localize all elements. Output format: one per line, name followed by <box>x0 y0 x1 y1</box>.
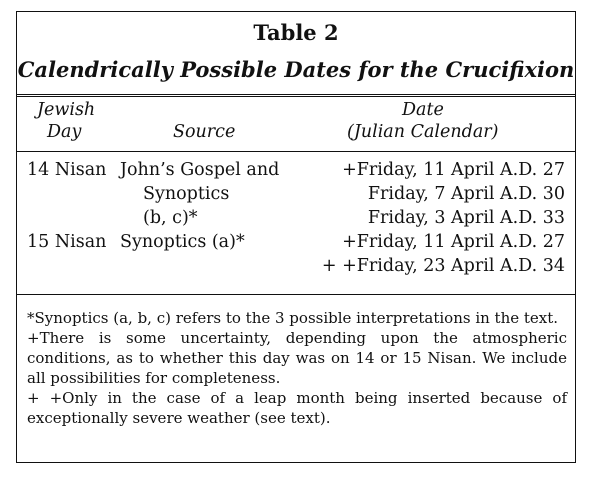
row-4-date: +Friday, 11 April A.D. 27 <box>342 232 565 252</box>
row-3-date: Friday, 3 April A.D. 33 <box>367 208 565 228</box>
row-3-source: (b, c)* <box>143 208 198 228</box>
header-jewish-day-line1: Jewish <box>37 100 96 120</box>
row-1-date: +Friday, 11 April A.D. 27 <box>342 160 565 180</box>
row-4-source: Synoptics (a)* <box>120 232 245 252</box>
footnotes <box>27 308 567 428</box>
footnote-asterisk: *Synoptics (a, b, c) refers to the 3 possible interpretations in the text. <box>27 309 559 327</box>
header-date-line2: (Julian Calendar) <box>347 122 499 142</box>
row-1-day: 14 Nisan <box>27 160 107 180</box>
title-divider <box>17 94 575 95</box>
table-frame <box>16 11 576 463</box>
footnote-plus: +There is some uncertainty, depending upon the atmospheric conditions, as to whether this day was on 14 or 15 Nisan. We include all possibilities for completeness. <box>27 329 567 387</box>
row-1-source: John’s Gospel and <box>120 160 280 180</box>
header-source: Source <box>173 122 236 142</box>
row-4-day: 15 Nisan <box>27 232 107 252</box>
header-divider <box>17 151 575 152</box>
header-date-line1: Date <box>402 100 444 120</box>
table-title: Table 2 <box>253 20 339 45</box>
footnote-divider <box>17 294 575 295</box>
row-5-date: + +Friday, 23 April A.D. 34 <box>321 256 565 276</box>
footnote-double-plus: + +Only in the case of a leap month being inserted because of exceptionally severe weather (see text). <box>27 389 567 427</box>
row-2-date: Friday, 7 April A.D. 30 <box>367 184 565 204</box>
table-subtitle: Calendrically Possible Dates for the Crucifixion <box>17 57 575 82</box>
row-2-source: Synoptics <box>143 184 230 204</box>
title-divider-double <box>17 96 575 97</box>
header-jewish-day-line2: Day <box>47 122 82 142</box>
